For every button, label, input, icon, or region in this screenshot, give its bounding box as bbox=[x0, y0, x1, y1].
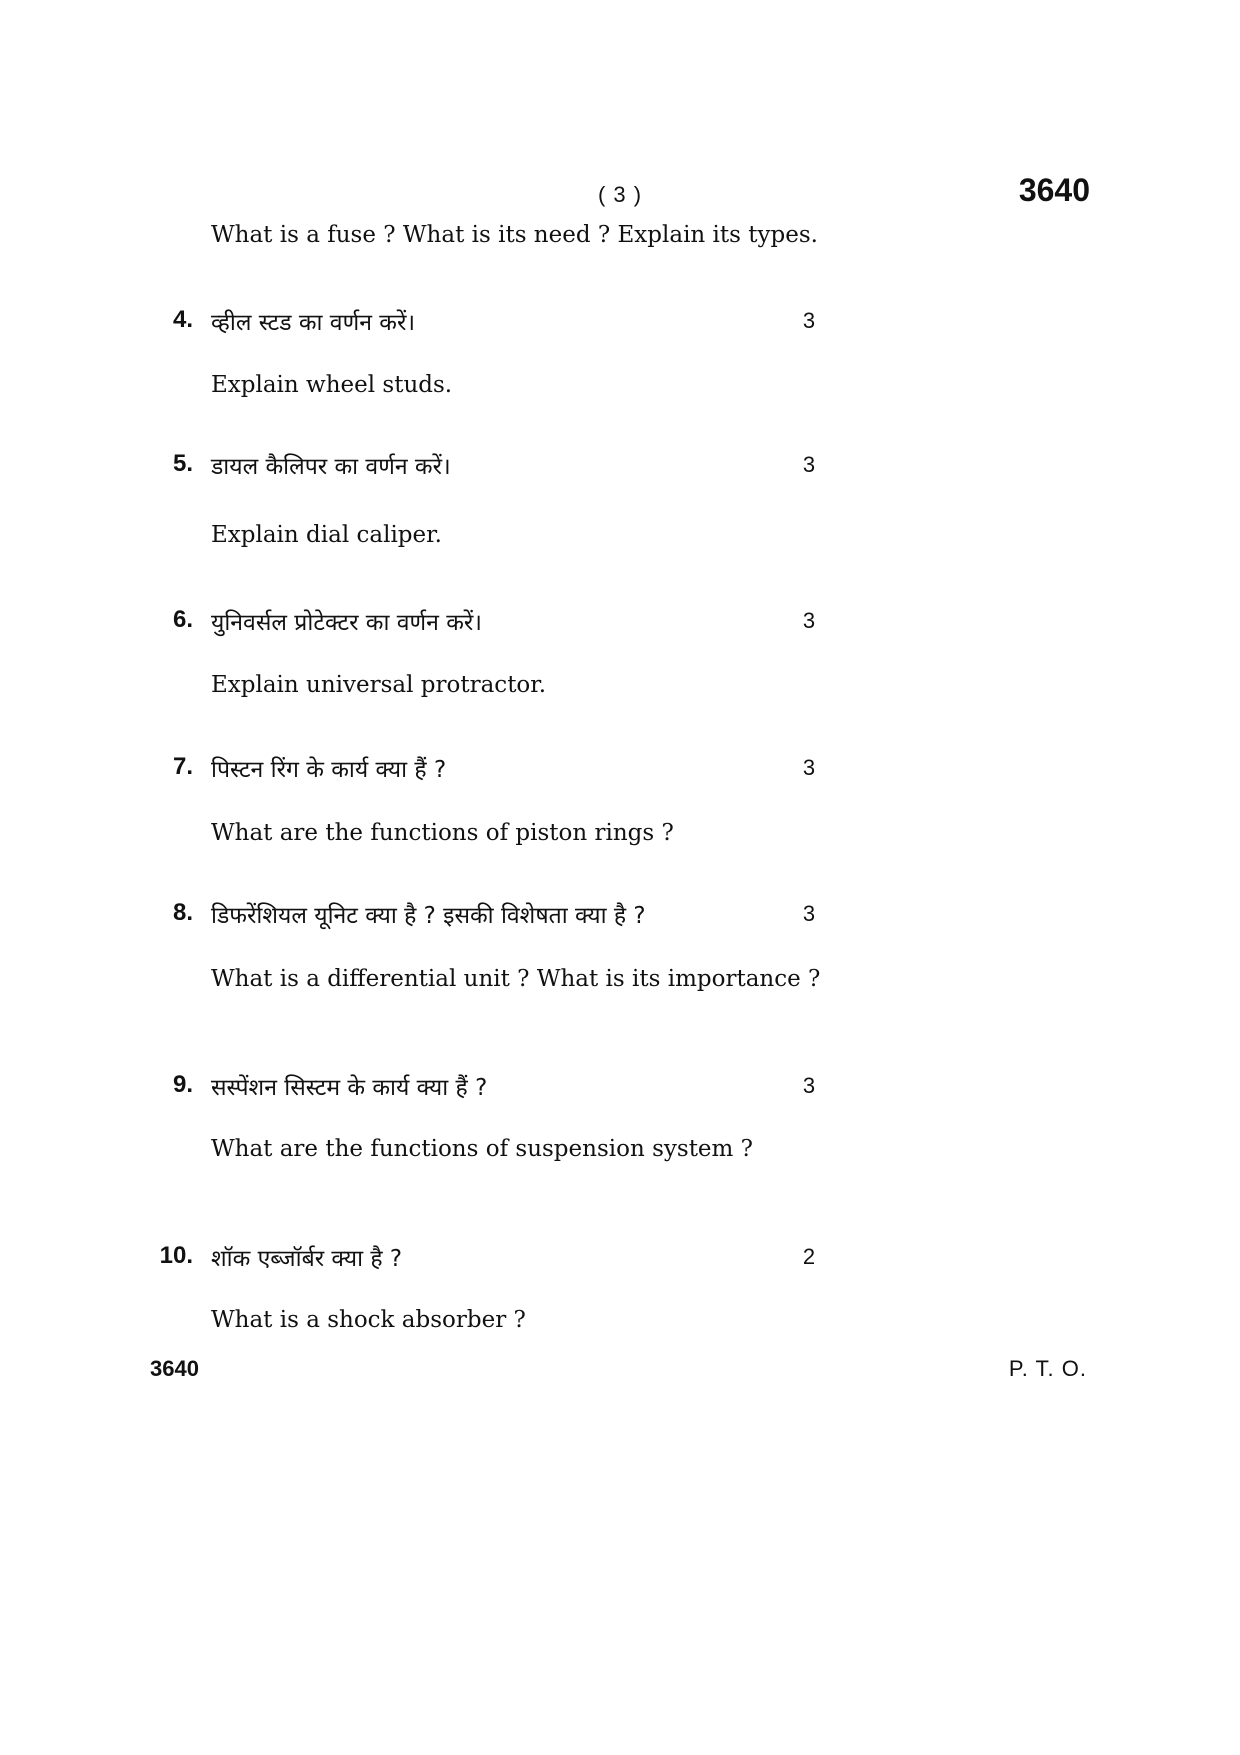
please-turn-over: P. T. O. bbox=[1008, 1356, 1087, 1381]
question-marks: 3 bbox=[802, 755, 816, 780]
question-number: 6. bbox=[172, 606, 193, 633]
question-text-hindi: युनिवर्सल प्रोटेक्टर का वर्णन करें। bbox=[211, 610, 482, 636]
paper-code-footer: 3640 bbox=[150, 1356, 199, 1381]
question-text-english: Explain wheel studs. bbox=[211, 372, 453, 398]
question-text-hindi: डिफरेंशियल यूनिट क्या है ? इसकी विशेषता क्या है ? bbox=[211, 903, 646, 929]
question-marks: 3 bbox=[802, 1073, 816, 1098]
question-text-english: What are the functions of suspension system ? bbox=[211, 1136, 753, 1162]
question-text-hindi: पिस्टन रिंग के कार्य क्या हैं ? bbox=[211, 757, 447, 783]
question-text-english: What are the functions of piston rings ? bbox=[211, 820, 674, 846]
question-marks: 2 bbox=[802, 1244, 816, 1269]
question-text-english: What is a differential unit ? What is its importance ? bbox=[211, 966, 821, 992]
question-text-english: Explain universal protractor. bbox=[211, 672, 547, 698]
question-text-hindi: डायल कैलिपर का वर्णन करें। bbox=[211, 454, 451, 480]
question-marks: 3 bbox=[802, 901, 816, 926]
question-number: 5. bbox=[172, 450, 193, 477]
question-number: 7. bbox=[172, 753, 193, 780]
question-text-english: What is a shock absorber ? bbox=[211, 1307, 526, 1333]
question-marks: 3 bbox=[802, 452, 816, 477]
page-number: ( 3 ) bbox=[597, 182, 643, 207]
question-text-hindi: व्हील स्टड का वर्णन करें। bbox=[211, 310, 416, 336]
paper-code-header: 3640 bbox=[1018, 172, 1090, 208]
question-marks: 3 bbox=[802, 608, 816, 633]
question-marks: 3 bbox=[802, 308, 816, 333]
question-text-hindi: शॉक एब्जॉर्बर क्या है ? bbox=[211, 1246, 403, 1272]
question-text-hindi: सस्पेंशन सिस्टम के कार्य क्या हैं ? bbox=[211, 1075, 488, 1101]
intro-question-english: What is a fuse ? What is its need ? Explain its types. bbox=[211, 222, 818, 248]
question-number: 4. bbox=[172, 306, 193, 333]
question-text-english: Explain dial caliper. bbox=[211, 522, 442, 548]
question-number: 10. bbox=[159, 1242, 193, 1269]
question-number: 8. bbox=[172, 899, 193, 926]
question-number: 9. bbox=[172, 1071, 193, 1098]
